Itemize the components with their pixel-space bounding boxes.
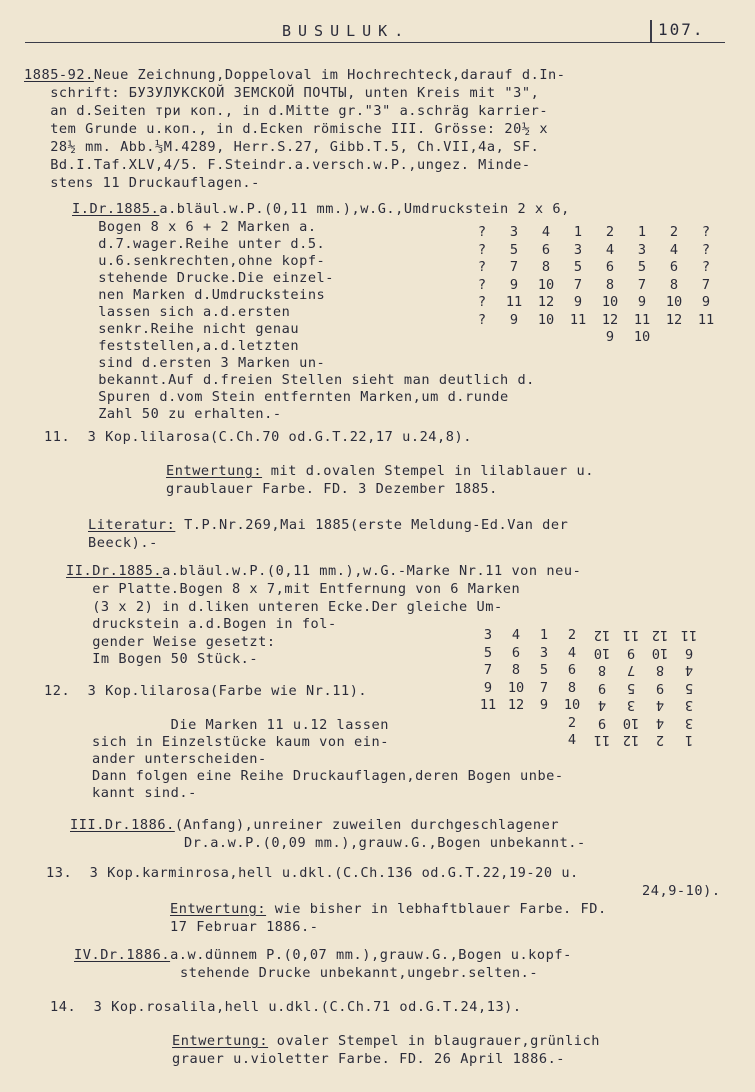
druck2-upright-cell: 5 [539,662,549,678]
druck1-line-7: senkr.Reihe nicht genau [72,321,300,337]
druck1-grid-cell: 2 [605,224,615,240]
druck1-grid-cell: 11 [633,311,651,328]
section-main-line-3: tem Grunde u.коп., in d.Ecken römische III. Grösse: 20½ x [24,121,549,137]
druck2-upright-cell: 2 [567,627,577,643]
druck1-grid-cell: 10 [665,294,683,310]
druck1-line-8: feststellen,a.d.letzten [72,338,300,354]
druck1-grid-cell: 9 [637,294,647,310]
druck1-grid-cell: 12 [601,311,619,328]
cancel-label: Entwertung: [170,901,267,917]
druck2-inverted-cell: 3 [684,697,694,713]
section-main-line-4: 28½ mm. Abb.⅓M.4289, Herr.S.27, Gibb.T.5, Ch.VII,4a, SF. [24,139,540,155]
druck2-upright-cell: 5 [483,644,493,661]
druck1-grid-cell: 4 [605,241,615,258]
druck2-inverted-cell: 10 [622,714,640,731]
section-main-line-6: stens 11 Druckauflagen.- [24,175,260,191]
druck1-grid-cell: 4 [669,241,679,258]
druck1-grid-cell: 7 [701,276,711,293]
druck1-grid-cell: 8 [669,276,679,293]
druck2-inverted-cell: 11 [680,627,698,643]
druck2-inverted-cell: 11 [622,627,640,643]
druck2-inverted-cell: 12 [593,627,611,643]
item11-line: 11. 3 Kop.lilarosa(C.Ch.70 od.G.T.22,17 u.24,8). [44,429,472,445]
year-range: 1885-92. [24,67,94,83]
druck1-grid-cell: 3 [637,241,647,258]
druck1-grid-cell: ? [477,276,487,293]
druck2-inverted-cell: 3 [626,697,636,713]
druck2-label: II.Dr.1885. [66,563,163,579]
druck2-upright-cell: 9 [483,679,493,696]
druck2-upright-cell: 4 [567,644,577,661]
item11-literature [88,516,568,534]
druck2-line-1: er Platte.Bogen 8 x 7,mit Entfernung von 6 Marken [66,581,521,597]
druck3-label: III.Dr.1886. [70,817,175,833]
druck2-upright-cell: 7 [483,662,493,678]
druck2-inverted-cell: 9 [626,644,636,661]
druck3-text: (Anfang),unreiner zuweilen durchgeschlagener [174,817,560,833]
druck4-text: a.w.dünnem P.(0,07 mm.),grauw.G.,Bogen u.kopf- [170,947,572,963]
literature-label: Literatur: [88,517,176,533]
druck1-grid-cell: 9 [701,294,711,310]
item12-line: 12. 3 Kop.lilarosa(Farbe wie Nr.11). [44,683,368,699]
section-main-line-0-text: Neue Zeichnung,Doppeloval im Hochrechteck,darauf d.In- [93,67,566,83]
druck1-grid-cell: 1 [637,224,647,240]
druck2-inverted-cell: 9 [597,679,607,696]
item12-note-line-2: ander unterscheiden- [92,751,267,767]
item12-note-line-1: sich in Einzelstücke kaum von ein- [92,734,389,750]
page-number: 107. [658,20,705,39]
druck1-grid-cell: 12 [537,294,555,310]
druck2-upright-cell: 3 [483,627,493,643]
druck1-grid-cell: 6 [541,241,551,258]
druck1-grid-cell: 11 [697,311,715,328]
druck2-upright-cell: 2 [567,714,577,731]
druck2-inverted-cell: 12 [622,732,640,748]
druck2-inverted-cell: 9 [597,714,607,731]
item14-cancel [172,1032,600,1050]
druck2-line-3: druckstein a.d.Bogen in fol- [66,616,337,632]
druck2-inverted-cell: 2 [655,732,665,748]
section-main-line-0 [24,66,566,84]
section-main-line-5: Bd.I.Taf.XLV,4/5. F.Steindr.a.versch.w.P.,ungez. Minde- [24,157,531,173]
druck1-grid-cell: 1 [573,224,583,240]
item14-cancel-2: grauer u.violetter Farbe. FD. 26 April 1886.- [172,1051,566,1067]
druck2-upright-cell: 10 [563,697,581,713]
druck1-line-0 [72,200,570,218]
druck2-line-2: (3 x 2) in d.liken unteren Ecke.Der gleiche Um- [66,598,503,615]
druck1-grid-cell: 11 [569,311,587,328]
druck1-grid-cell: ? [701,241,711,258]
section-main-line-2: an d.Seiten три коп., in d.Mitte gr."3" a.schräg karrier- [24,103,549,119]
cancel-label: Entwertung: [166,463,263,479]
item13-cancel [170,900,607,918]
druck1-grid-cell: 7 [573,276,583,293]
druck1-grid-cell: 12 [665,311,683,328]
druck1-grid-cell: ? [477,241,487,258]
druck1-line-1: Bogen 8 x 6 + 2 Marken a. [72,219,317,235]
druck4-label: IV.Dr.1886. [74,947,171,963]
druck1-grid-cell: 9 [605,329,615,345]
item13-line-2: 24,9-10). [642,883,721,899]
druck1-grid-cell: 3 [509,224,519,240]
druck1-grid-cell: 9 [573,294,583,310]
item12-note-line-4: kannt sind.- [92,785,197,801]
druck2-inverted-cell: 1 [684,732,694,748]
section-main-line-1: schrift: БУЗУЛУКСКОЙ ЗЕМСКОЙ ПОЧТЫ, unten Kreis mit "3", [24,85,540,101]
druck1-line-0-text: a.bläul.w.P.(0,11 mm.),w.G.,Umdruckstein 2 x 6, [159,201,570,217]
druck2-upright-cell: 1 [539,627,549,643]
page-header-title: BUSULUK. [282,22,411,40]
item11-cancel-2: graublauer Farbe. FD. 3 Dezember 1885. [166,481,498,497]
druck1-line-9: sind d.ersten 3 Marken un- [72,355,326,371]
druck2-inverted-cell: 5 [626,679,636,696]
druck2-inverted-cell: 8 [597,662,607,678]
druck2-inverted-cell: 5 [684,679,694,696]
druck1-grid-cell: 10 [601,294,619,310]
druck1-grid-cell: 7 [509,259,519,275]
druck2-line-0-text: a.bläul.w.P.(0,11 mm.),w.G.-Marke Nr.11 von neu- [162,563,582,579]
druck1-grid-cell: 8 [605,276,615,293]
druck2-inverted-cell: 11 [593,732,611,748]
druck2-upright-cell: 11 [479,697,497,713]
druck1-grid-cell: 5 [573,259,583,275]
druck1-line-3: u.6.senkrechten,ohne kopf- [72,253,326,269]
item14-line: 14. 3 Kop.rosalila,hell u.dkl.(C.Ch.71 od.G.T.24,13). [50,999,522,1015]
cancel-label: Entwertung: [172,1033,269,1049]
druck2-upright-cell: 4 [567,732,577,748]
druck1-grid-cell: ? [477,294,487,310]
druck1-grid-cell: 10 [633,329,651,345]
druck1-grid-cell: 9 [509,311,519,328]
druck1-grid-cell: ? [701,224,711,240]
druck2-upright-cell: 10 [507,679,525,696]
literature-text: T.P.Nr.269,Mai 1885(erste Meldung-Ed.Van der [175,517,569,533]
druck2-upright-cell: 6 [511,644,521,661]
druck2-inverted-cell: 4 [684,662,694,678]
druck2-inverted-cell: 7 [626,662,636,678]
druck1-line-11: Spuren d.vom Stein entfernten Marken,um d.runde [72,389,509,405]
druck2-inverted-cell: 3 [684,714,694,731]
druck1-grid-cell: 5 [509,241,519,258]
item12-note-line-3: Dann folgen eine Reihe Druckauflagen,deren Bogen unbe- [92,768,564,784]
druck2-inverted-cell: 12 [651,627,669,643]
druck1-line-5: nen Marken d.Umdrucksteins [72,287,326,303]
druck1-grid-cell: 10 [537,311,555,328]
druck1-grid-cell: ? [477,311,487,328]
druck1-grid-cell: 8 [541,259,551,275]
druck1-line-6: lassen sich a.d.ersten [72,304,291,320]
druck1-line-4: stehende Drucke.Die einzel- [72,270,335,286]
druck2-line-5: Im Bogen 50 Stück.- [66,651,259,667]
druck1-label: I.Dr.1885. [72,201,160,217]
druck2-upright-cell: 4 [511,627,521,643]
druck3-line-2: Dr.a.w.P.(0,09 mm.),grauw.G.,Bogen unbekannt.- [184,835,586,851]
item13-line: 13. 3 Kop.karminrosa,hell u.dkl.(C.Ch.136 od.G.T.22,19-20 u. [46,865,579,881]
druck1-grid-cell: 6 [669,259,679,275]
item11-cancel [166,462,594,480]
druck2-upright-cell: 12 [507,697,525,713]
druck3-line [70,816,559,834]
druck2-inverted-cell: 4 [655,697,665,713]
druck2-upright-cell: 8 [567,679,577,696]
druck1-grid-cell: 9 [509,276,519,293]
cancel-text: ovaler Stempel in blaugrauer,grünlich [268,1033,600,1049]
header-rule [25,42,725,43]
druck1-grid-cell: ? [701,259,711,275]
druck2-upright-cell: 3 [539,644,549,661]
druck1-grid-cell: 3 [573,241,583,258]
druck2-upright-cell: 6 [567,662,577,678]
druck2-line-0 [66,562,581,580]
cancel-text: mit d.ovalen Stempel in lilablauer u. [262,463,594,479]
druck1-line-10: bekannt.Auf d.freien Stellen sieht man deutlich d. [72,372,535,388]
druck2-inverted-cell: 4 [597,697,607,713]
druck1-grid-cell: 6 [605,259,615,275]
druck2-inverted-cell: 10 [651,644,669,661]
druck2-upright-cell: 8 [511,662,521,678]
druck2-inverted-cell: 6 [684,644,694,661]
cancel-text: wie bisher in lebhaftblauer Farbe. FD. [266,901,607,917]
druck1-grid-cell: ? [477,259,487,275]
druck1-grid-cell: 4 [541,224,551,240]
item13-cancel-2: 17 Februar 1886.- [170,919,319,935]
druck2-upright-cell: 7 [539,679,549,696]
druck4-line-2: stehende Drucke unbekannt,ungebr.selten.- [180,965,539,981]
druck2-inverted-cell: 8 [655,662,665,678]
druck2-inverted-cell: 9 [655,679,665,696]
druck1-grid-cell: 11 [505,294,523,310]
item11-literature-2: Beeck).- [88,535,158,551]
druck2-upright-cell: 9 [539,697,549,713]
druck1-grid-cell: 10 [537,276,555,293]
druck1-grid-cell: 5 [637,259,647,275]
druck4-line [74,946,572,964]
druck2-inverted-cell: 10 [593,644,611,661]
druck1-line-2: d.7.wager.Reihe unter d.5. [72,236,326,252]
druck1-grid-cell: 2 [669,224,679,240]
header-divider [650,20,652,42]
druck1-grid-cell: ? [477,224,487,240]
druck1-line-12: Zahl 50 zu erhalten.- [72,406,282,422]
item12-note-line-0: Die Marken 11 u.12 lassen [92,717,389,733]
druck1-grid-cell: 7 [637,276,647,293]
druck2-inverted-cell: 4 [655,714,665,731]
druck2-line-4: gender Weise gesetzt: [66,633,276,650]
